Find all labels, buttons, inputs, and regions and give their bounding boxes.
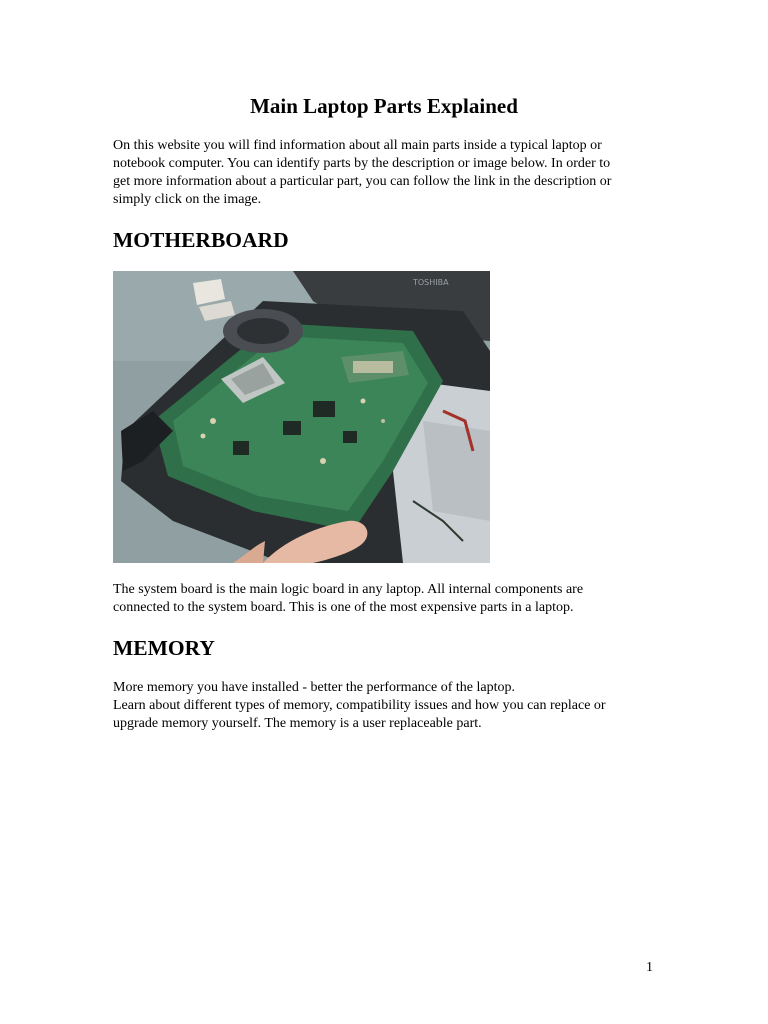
memory-heading: MEMORY [113,636,215,660]
intro-line: get more information about a particular part, you can follow the link in the description or [113,174,612,189]
intro-line: notebook computer. You can identify parts by the description or image below. In order to [113,156,611,171]
motherboard-heading: MOTHERBOARD [113,228,289,252]
intro-paragraph [113,137,658,209]
motherboard-line: The system board is the main logic board in any laptop. All internal components are [113,582,584,597]
page-number: 1 [646,960,653,975]
motherboard-line: connected to the system board. This is one of the most expensive parts in a laptop. [113,600,574,615]
page-title: Main Laptop Parts Explained [250,94,518,118]
memory-line: More memory you have installed - better the performance of the laptop. [113,680,515,695]
motherboard-description [113,581,658,617]
image-brand-label: TOSHIBA [413,278,449,287]
intro-line: On this website you will find information about all main parts inside a typical laptop or [113,138,602,153]
intro-line: simply click on the image. [113,192,262,207]
motherboard-photo[interactable] [113,271,490,563]
memory-line: upgrade memory yourself. The memory is a user replaceable part. [113,716,482,731]
memory-description [113,679,658,733]
memory-line: Learn about different types of memory, compatibility issues and how you can replace or [113,698,606,713]
